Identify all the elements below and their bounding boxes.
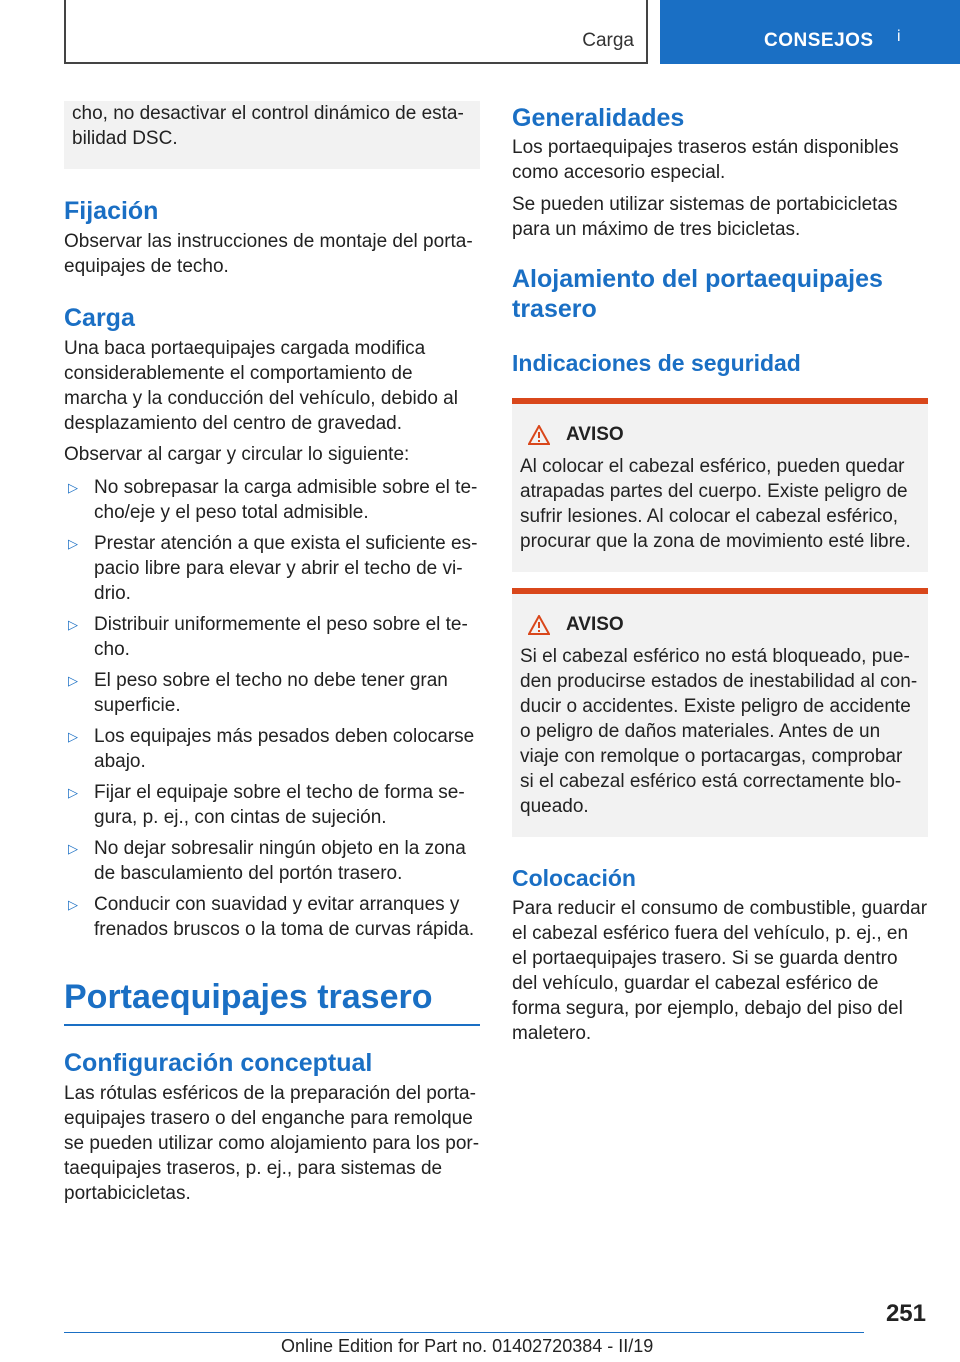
intro-note-box (64, 101, 480, 169)
list-item: ▷ Fijar el equipaje sobre el techo de forma segura, p. ej., con cintas de sujeción. (68, 782, 465, 828)
portaequipajes-heading: Portaequipajes trasero (64, 978, 433, 1016)
configuracion-heading: Configuración conceptual (64, 1049, 373, 1077)
warning-title: AVISO (566, 424, 624, 445)
list-item: ▷ El peso sobre el techo no debe tener gran superficie. (68, 670, 448, 716)
footer-edition-text: Online Edition for Part no. 01402720384 - II/19 (281, 1336, 654, 1356)
configuracion-text: Las rótulas esféricos de la preparación del portaequipajes trasero o del enganche para remolque se pueden utilizar como alojamiento para los portaequipajes traseros, p. ej., para sistemas de portabicicletas. (64, 1083, 480, 1204)
header-section-title: Carga (582, 30, 634, 51)
triangle-bullet-icon: ▷ (68, 897, 78, 912)
indicaciones-heading: Indicaciones de seguridad (512, 350, 801, 376)
triangle-bullet-icon: ▷ (68, 841, 78, 856)
list-item: ▷ No sobrepasar la carga admisible sobre el techo/eje y el peso total admisible. (68, 477, 478, 523)
warning-triangle-icon (528, 615, 550, 635)
header-box (64, 0, 648, 64)
carga-text-1: Una baca portaequipajes cargada modifica considerablemente el comportamiento de marcha y la conducción del vehículo, debido al desplazamiento del centro de gravedad. (64, 338, 458, 434)
warning-header (520, 614, 920, 636)
page-number: 251 (885, 1300, 926, 1327)
intro-note-text: cho, no desactivar el control dinámico de estabilidad DSC. (72, 103, 464, 149)
triangle-bullet-icon: ▷ (68, 785, 78, 800)
warning-box-1 (512, 398, 928, 572)
triangle-bullet-icon: ▷ (68, 729, 78, 744)
generalidades-text-1: Los portaequipajes traseros están disponibles como accesorio especial. (512, 137, 899, 183)
list-item: ▷ Conducir con suavidad y evitar arranques y frenados bruscos o la toma de curvas rápida. (68, 894, 475, 940)
fijacion-heading: Fijación (64, 197, 159, 225)
carga-bullet-list (64, 475, 480, 942)
triangle-bullet-icon: ▷ (68, 617, 78, 632)
carga-text-2: Observar al cargar y circular lo siguiente: (64, 444, 410, 465)
generalidades-text-2: Se pueden utilizar sistemas de portabicicletas para un máximo de tres bicicletas. (512, 194, 898, 240)
right-column (512, 102, 928, 1046)
warning-text: Si el cabezal esférico no está bloqueado, pueden producirse estados de inestabilidad al conducir o accidentes. Existe peligro de accidente o peligro de daños materiales. Antes de un viaje con remolque o portacargas, comprobar si el cabezal esférico está correctamente bloqueado. (520, 646, 918, 817)
alojamiento-heading: Alojamiento del portaequipajes trasero (512, 265, 883, 323)
warning-text: Al colocar el cabezal esférico, pueden quedar atrapadas partes del cuerpo. Existe peligro de sufrir lesiones. Al colocar el cabezal esférico, procurar que la zona de movimiento esté libre. (520, 456, 911, 552)
list-item: ▷ Prestar atención a que exista el suficiente espacio libre para elevar y abrir el techo de vidrio. (68, 533, 478, 604)
warning-title: AVISO (566, 614, 624, 635)
triangle-bullet-icon: ▷ (68, 673, 78, 688)
left-column (64, 102, 480, 1206)
carga-heading: Carga (64, 304, 135, 332)
triangle-bullet-icon: ▷ (68, 480, 78, 495)
warning-box-2 (512, 588, 928, 837)
generalidades-heading: Generalidades (512, 104, 685, 132)
list-item: ▷ Los equipajes más pesados deben colocarse abajo. (68, 726, 475, 772)
warning-header (520, 424, 920, 446)
colocacion-heading: Colocación (512, 865, 636, 891)
colocacion-text: Para reducir el consumo de combustible, guardar el cabezal esférico fuera del vehículo, p. ej., en el portaequipajes trasero. Si se guarda dentro del vehículo, guardar el cabezal esférico de forma segura, por ejemplo, debajo del piso del maletero. (512, 898, 928, 1044)
portaequipajes-heading-block (64, 976, 480, 1026)
footer-divider (64, 1332, 864, 1333)
consejos-tab-label: CONSEJOS (764, 30, 874, 51)
list-item: ▷ Distribuir uniformemente el peso sobre el techo. (68, 614, 468, 660)
list-item: ▷ No dejar sobresalir ningún objeto en la zona de basculamiento del portón trasero. (68, 838, 466, 884)
fijacion-text: Observar las instrucciones de montaje del portaequipajes de techo. (64, 231, 473, 277)
info-icon[interactable]: i (897, 28, 901, 45)
warning-triangle-icon (528, 425, 550, 445)
triangle-bullet-icon: ▷ (68, 536, 78, 551)
